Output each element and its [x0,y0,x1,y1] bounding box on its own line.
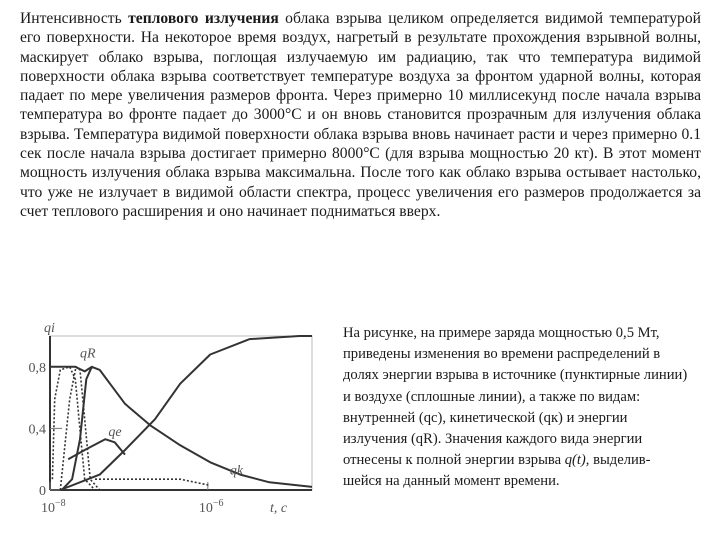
main-paragraph [20,9,701,221]
y-axis-label: qi [44,321,55,336]
caption-text-rest: выделив-шейся на данный момент времени. [343,452,651,490]
paragraph-text-rest: облака взрыва целиком определяется видимой температурой его поверхности. На некоторое время воздух, нагретый в результате прохождения взрывной волны, маскирует облако взрыва, поглощая излучаемую им радиацию, так что температура видимой поверхности облака взрыва соответствует температуре воздуха за фронтом ударной волны, которая падает по мере увеличения размеров фронта. Через примерно 10 миллисекунд после начала взрыва температура во фронте падает до 3000°С и он вновь становится прозрачным для излучения облака взрыва. Температура видимой поверхности облака взрыва вновь начинает расти и через примерно 0.1 сек после начала взрыва достигает примерно 8000°С (для взрыва мощностью 20 кт). В этот момент мощность излучения облака взрыва максимальна. После того как облако взрыва остывает настолько, что уже не излучает в видимой области спектра, процесс увеличения его размеров продолжается за счет теплового расширения и оно начинает подниматься вверх. [20,10,701,220]
series-air-internal [62,367,312,490]
annotation-qR: qR [79,346,96,362]
y-tick-label: 0,4 [28,422,46,438]
paragraph-bold-term: теплового излучения [128,10,279,27]
series-qR [50,367,92,372]
caption-italic: q(t), [564,452,590,469]
x-axis-label: t, c [270,501,288,516]
figure-caption [343,323,688,493]
series-air-total [60,336,312,490]
series-qk [95,479,210,485]
y-tick-label: 0,8 [28,360,46,376]
x-tick-label: $10^{-8}$ [41,498,66,516]
annotation-qk: qk [229,463,244,479]
series-source-2 [60,367,99,490]
paragraph-text: Интенсивность [20,10,129,27]
x-tick-label: $10^{-6}$ [198,498,224,516]
caption-text: На рисунке, на примере заряда мощностью 0,5 Мт, приведены изменения во времени распределений в долях энергии взрыва в источнике (пунктирные линии) и воздухе (сплошные линии), а также по видам: внутренней (qc), кинетической (qк) и энергии излучения (qR). Значения каждого вида энергии отнесены к полной энергии взрыва [343,325,688,469]
annotation-qe: qe [108,425,122,441]
energy-distribution-chart [0,305,340,540]
y-tick-label: 0 [39,484,46,499]
